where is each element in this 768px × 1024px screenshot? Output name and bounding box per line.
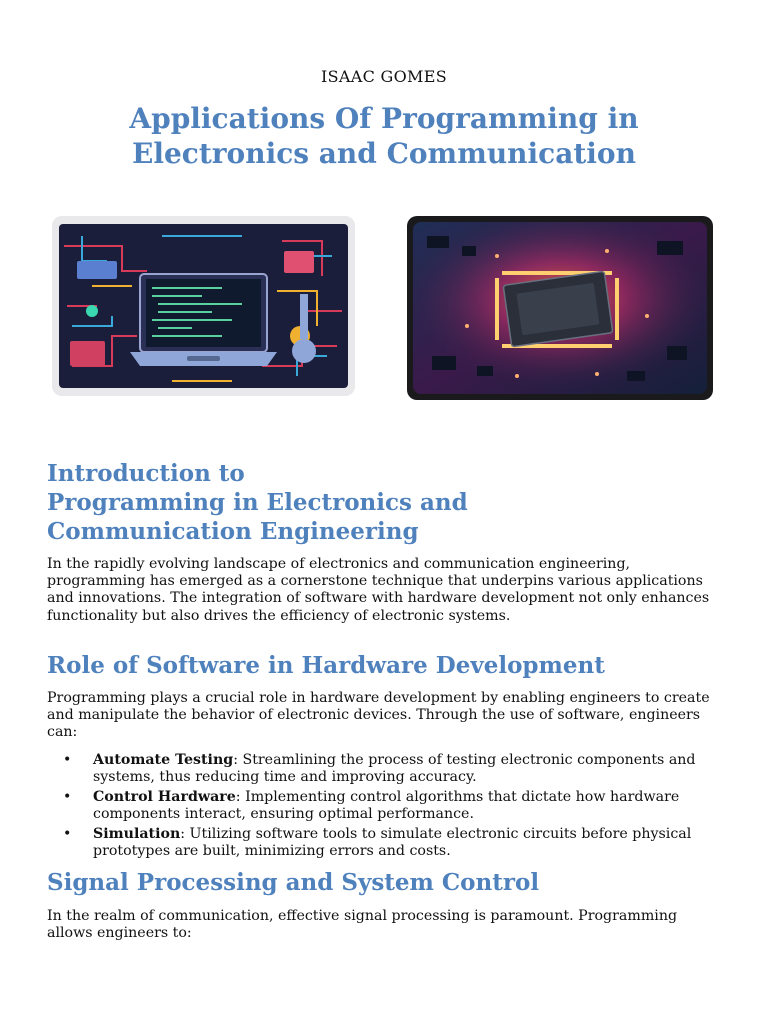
bullet-dot: • bbox=[63, 825, 72, 842]
list-item bbox=[47, 826, 727, 860]
bullet-text: : Streamlining the process of testing electronic components and systems, thus reducing time and improving accuracy. bbox=[93, 752, 696, 786]
intro-heading-line-1: Introduction to bbox=[47, 460, 245, 487]
bullet-dot: • bbox=[63, 788, 72, 805]
intro-heading-line-2: Programming in Electronics and bbox=[47, 489, 468, 516]
intro-heading bbox=[47, 459, 727, 546]
laptop-circuit-illustration bbox=[52, 216, 355, 396]
bullet-term: Control Hardware bbox=[93, 788, 236, 805]
bullet-text: : Implementing control algorithms that dictate how hardware components interact, ensuring optimal performance. bbox=[93, 788, 680, 823]
title-line-2: Electronics and Communication bbox=[132, 137, 636, 170]
role-bullet-list bbox=[47, 752, 727, 863]
intro-paragraph: In the rapidly evolving landscape of electronics and communication engineering, programming has emerged as a cornerstone technique that underpins various applications and innovations. The integration of software with hardware development not only enhances functionality but also drives the efficiency of electronic systems. bbox=[47, 556, 710, 624]
bullet-term: Automate Testing bbox=[93, 752, 234, 768]
signal-heading: Signal Processing and System Control bbox=[47, 869, 540, 896]
list-item bbox=[47, 789, 727, 823]
document-title bbox=[60, 101, 708, 171]
role-paragraph: Programming plays a crucial role in hardware development by enabling engineers to create and manipulate the behavior of electronic devices. Through the use of software, engineers can: bbox=[47, 690, 710, 741]
microchip-photo bbox=[407, 216, 713, 400]
signal-paragraph: In the realm of communication, effective signal processing is paramount. Programming allows engineers to: bbox=[47, 908, 678, 942]
author-name: ISAAC GOMES bbox=[321, 67, 447, 86]
role-heading: Role of Software in Hardware Development bbox=[47, 652, 605, 679]
bullet-dot: • bbox=[63, 752, 72, 768]
bullet-term: Simulation bbox=[93, 825, 181, 842]
bullet-text: : Utilizing software tools to simulate electronic circuits before physical prototypes are built, minimizing errors and costs. bbox=[93, 825, 692, 860]
list-item bbox=[47, 752, 727, 786]
intro-heading-line-3: Communication Engineering bbox=[47, 518, 419, 545]
title-line-1: Applications Of Programming in bbox=[129, 102, 639, 135]
